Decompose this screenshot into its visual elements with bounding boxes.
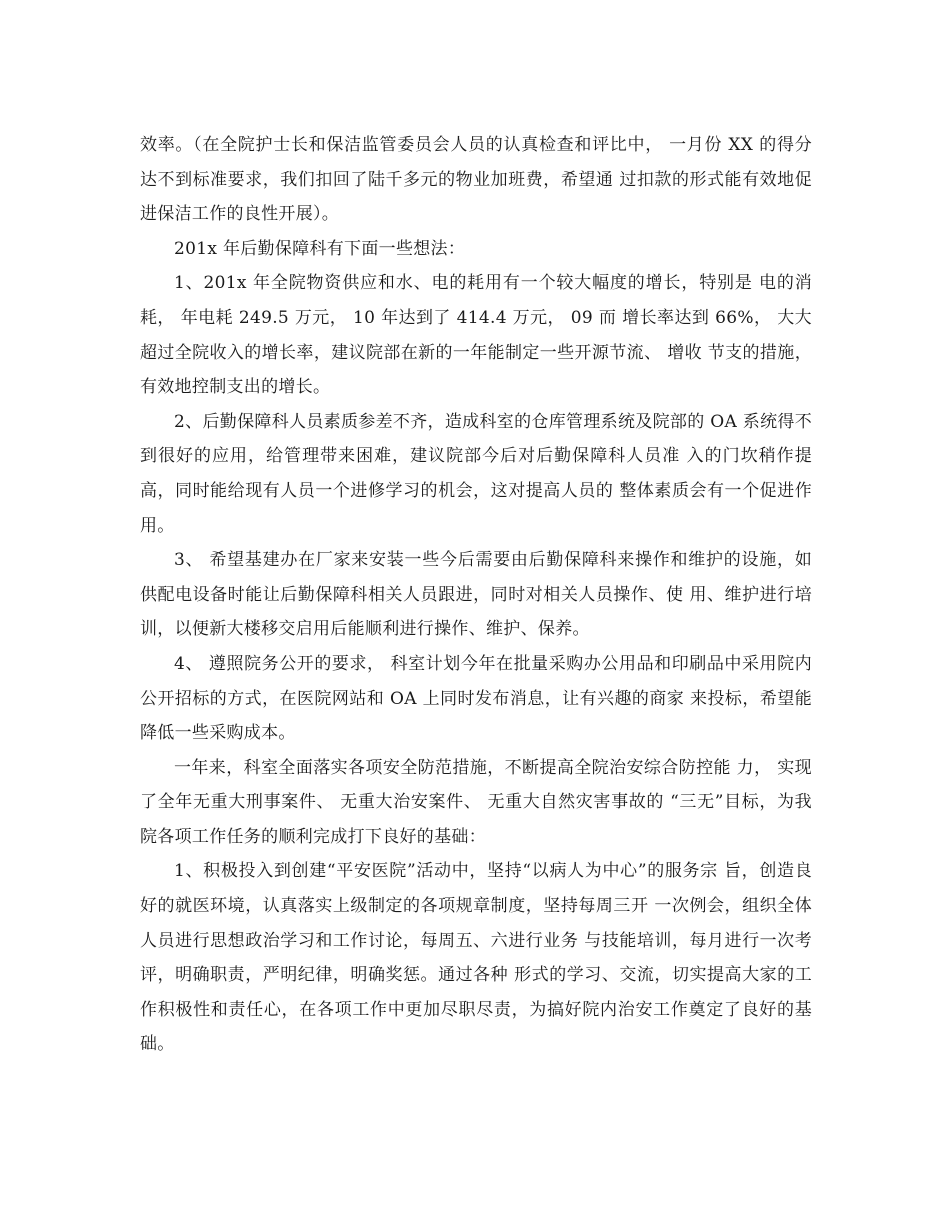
paragraph-safety-item-1: 1、积极投入到创建“平安医院”活动中，坚持“以病人为中心”的服务宗 旨，创造良好的就医环境，认真落实上级制定的各项规章制度，坚持每周三开 一次例会，组织全体人员进行思想政治学习和工作讨论，每周五、六进行业务 与技能培训，每月进行一次考评，明确职责，严明纪律，明确奖惩。通过各种 形式的学习、交流，切实提高大家的工作积极性和责任心，在各项工作中更加尽职尽责，为搞好院内治安工作奠定了良好的基础。 xyxy=(140,861,812,1055)
paragraph-safety-summary: 一年来，科室全面落实各项安全防范措施，不断提高全院治安综合防控能 力， 实现了全年无重大刑事案件、 无重大治安案件、 无重大自然灾害事故的 “三无”目标，为我院各项工作任务的顺利完成打下良好的基础： xyxy=(140,757,812,847)
paragraph-item-1-consumption: 1、201x 年全院物资供应和水、电的耗用有一个较大幅度的增长，特别是 电的消耗， 年电耗 249.5 万元， 10 年达到了 414.4 万元， 09 而 增长率达到 66%， 大大超过全院收入的增长率，建议院部在新的一年能制定一些开源节流、 增收 节支的措施，有效地控制支出的增长。 xyxy=(140,273,812,398)
paragraph-efficiency: 效率。（在全院护士长和保洁监管委员会人员的认真检查和评比中， 一月份 XX 的得分达不到标准要求，我们扣回了陆千多元的物业加班费，希望通 过扣款的形式能有效地促进保洁工作的良性开展）。 xyxy=(140,135,812,225)
document-body xyxy=(140,128,812,1062)
paragraph-ideas-heading: 201x 年后勤保障科有下面一些想法： xyxy=(174,238,466,259)
paragraph-item-4-procurement: 4、 遵照院务公开的要求， 科室计划今年在批量采购办公用品和印刷品中采用院内公开招标的方式，在医院网站和 OA 上同时发布消息，让有兴趣的商家 来投标，希望能降低一些采购成本。 xyxy=(140,653,812,744)
paragraph-item-3-infrastructure: 3、 希望基建办在厂家来安装一些今后需要由后勤保障科来操作和维护的设施，如供配电设备时能让后勤保障科相关人员跟进，同时对相关人员操作、使 用、维护进行培训，以便新大楼移交启用后能顺利进行操作、维护、保养。 xyxy=(140,550,812,640)
paragraph-item-2-staff-quality: 2、后勤保障科人员素质参差不齐，造成科室的仓库管理系统及院部的 OA 系统得不到很好的应用，给管理带来困难，建议院部今后对后勤保障科人员准 入的门坎稍作提高，同时能给现有人员一个进修学习的机会，这对提高人员的 整体素质会有一个促进作用。 xyxy=(140,411,812,536)
